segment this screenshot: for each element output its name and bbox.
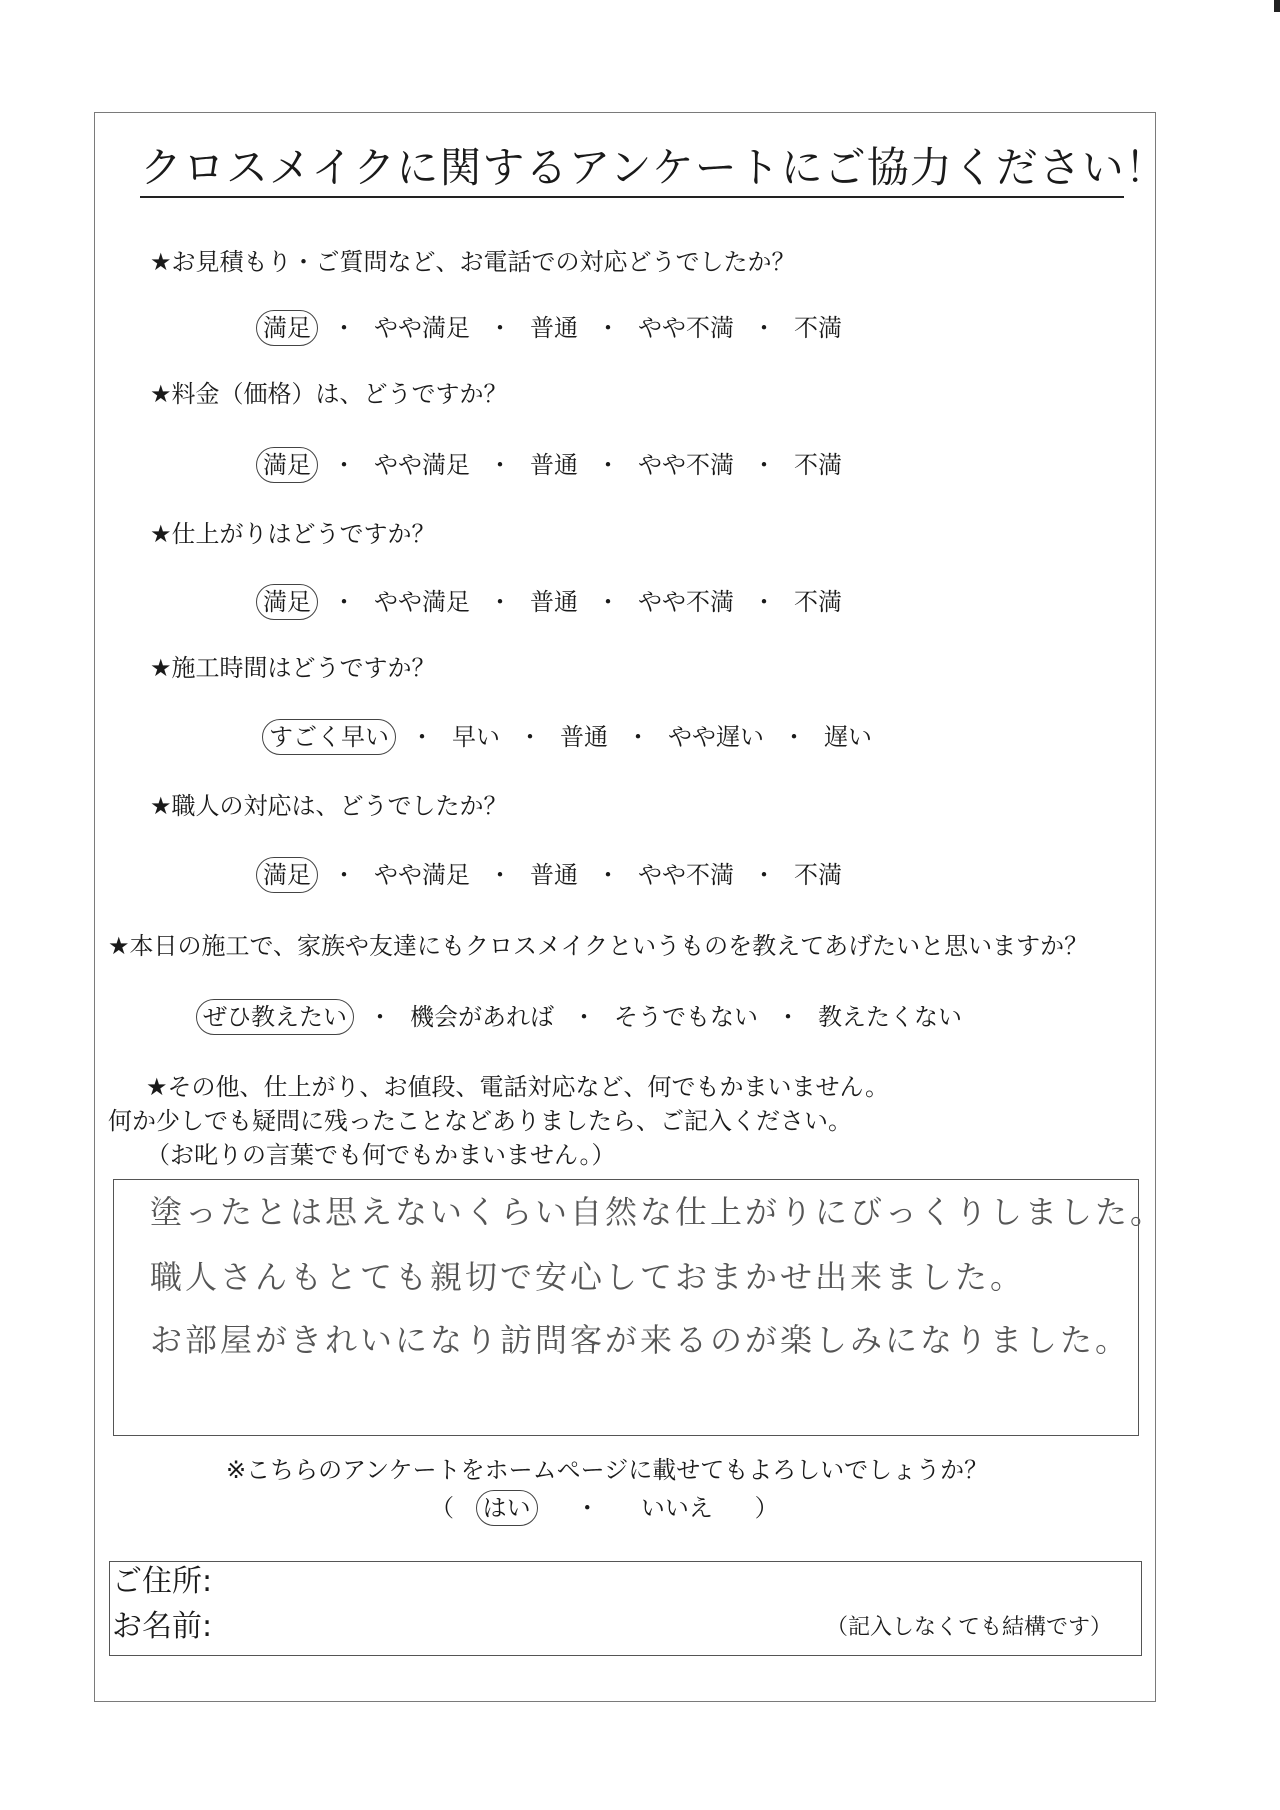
question-3-option-2: やや満足 [374,588,470,616]
question-3-text: ★仕上がりはどうですか？ [150,520,436,548]
option-separator: ・ [752,451,776,479]
question-1-option-2: やや満足 [374,314,470,342]
option-separator: ・ [410,723,434,751]
address-label: ご住所: [112,1564,213,1599]
paren-open: （ [430,1494,454,1522]
question-1-option-4: やや不満 [638,314,734,342]
question-2-option-1: 満足 [256,447,318,483]
option-separator: ・ [596,861,620,889]
freeform-line-3: （お叱りの言葉でも何でもかまいません。） [146,1141,616,1169]
question-1-option-5: 不満 [794,314,842,342]
option-separator: ・ [752,861,776,889]
question-6-option-2: 機会があれば [410,1003,554,1031]
no-option: いいえ [640,1494,713,1522]
option-separator: ・ [488,451,512,479]
question-4-option-1: すごく早い [262,719,396,755]
question-6-option-4: 教えたくない [818,1003,962,1031]
question-5-option-4: やや不満 [638,861,734,889]
question-4-option-5: 遅い [824,723,872,751]
option-separator: ・ [752,314,776,342]
option-separator: ・ [488,861,512,889]
option-separator: ・ [332,861,356,889]
option-separator: ・ [596,588,620,616]
question-2-option-4: やや不満 [638,451,734,479]
question-2-option-2: やや満足 [374,451,470,479]
option-separator: ・ [332,451,356,479]
question-2-option-3: 普通 [530,451,578,479]
question-4-option-2: 早い [452,723,500,751]
question-5-option-1: 満足 [256,857,318,893]
option-separator: ・ [752,588,776,616]
question-5-option-3: 普通 [530,861,578,889]
freeform-line-2: 何か少しでも疑問に残ったことなどありましたら、ご記入ください。 [108,1107,852,1135]
option-separator: ・ [776,1003,800,1031]
comment-line-2: 職人さんもとても親切で安心しておまかせ出来ました。 [150,1258,1026,1296]
question-6-text: ★本日の施工で、家族や友達にもクロスメイクというものを教えてあげたいと思いますか？ [108,932,1089,960]
freeform-line-1: ★その他、仕上がり、お値段、電話対応など、何でもかまいません。 [146,1073,889,1101]
name-label: お名前: [112,1609,213,1644]
question-3-option-3: 普通 [530,588,578,616]
question-3-option-1: 満足 [256,584,318,620]
question-2-options [256,447,846,483]
question-6-option-1: ぜひ教えたい [196,999,354,1035]
question-4-options [262,719,876,755]
option-separator: ・ [572,1003,596,1031]
question-3-option-5: 不満 [794,588,842,616]
question-4-option-4: やや遅い [668,723,764,751]
question-4-option-3: 普通 [560,723,608,751]
question-1-options [256,310,846,346]
question-1-option-1: 満足 [256,310,318,346]
survey-title: クロスメイクに関するアンケートにご協力ください！ [140,140,1124,198]
question-6-options [196,999,966,1035]
comment-line-1: 塗ったとは思えないくらい自然な仕上がりにびっくりしました。 [150,1193,1166,1231]
comment-line-3: お部屋がきれいになり訪問客が来るのが楽しみになりました。 [150,1321,1131,1359]
option-separator: ・ [488,314,512,342]
question-5-option-2: やや満足 [374,861,470,889]
question-2-text: ★料金（価格）は、どうですか？ [150,380,508,408]
question-1-option-3: 普通 [530,314,578,342]
question-5-text: ★職人の対応は、どうでしたか？ [150,792,508,820]
question-3-option-4: やや不満 [638,588,734,616]
option-separator: ・ [782,723,806,751]
question-2-option-5: 不満 [794,451,842,479]
option-separator: ・ [596,451,620,479]
question-6-option-3: そうでもない [614,1003,758,1031]
yes-option: はい [476,1490,538,1526]
option-separator: ・ [596,314,620,342]
question-5-options [256,857,846,893]
option-separator: ・ [518,723,542,751]
option-separator: ・ [488,588,512,616]
question-3-options [256,584,846,620]
option-separator: ・ [368,1003,392,1031]
option-separator: ・ [575,1494,600,1522]
option-separator: ・ [332,314,356,342]
scan-edge-mark [1274,0,1280,12]
optional-note: （記入しなくても結構です） [826,1615,1113,1640]
homepage-question: ※こちらのアンケートをホームページに載せてもよろしいでしょうか？ [226,1456,989,1484]
question-5-option-5: 不満 [794,861,842,889]
option-separator: ・ [626,723,650,751]
question-1-text: ★お見積もり・ご質問など、お電話での対応どうでしたか？ [150,248,796,276]
option-separator: ・ [332,588,356,616]
homepage-answer [430,1490,779,1526]
paren-close: ） [754,1494,779,1522]
question-4-text: ★施工時間はどうですか？ [150,654,436,682]
